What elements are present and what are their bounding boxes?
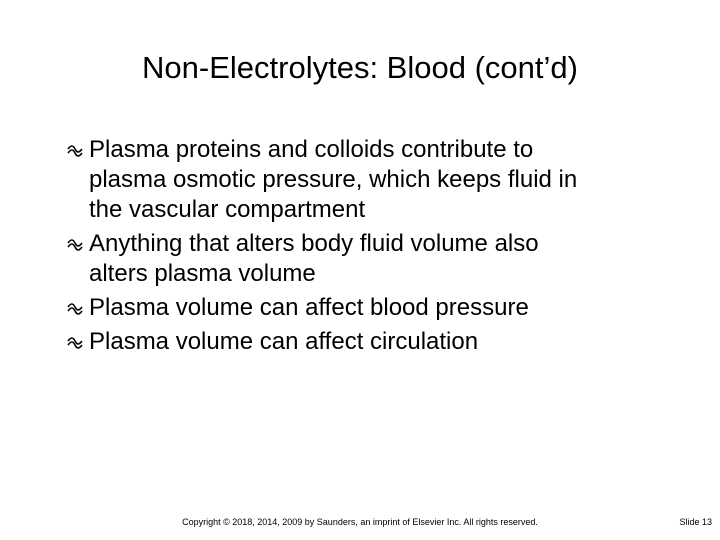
bullet-text-line: alters plasma volume (89, 260, 316, 287)
bullet-item (0, 327, 720, 357)
slide-title: Non-Electrolytes: Blood (cont’d) (142, 50, 578, 85)
bullet-text-line: Plasma volume can affect circulation (89, 328, 479, 355)
bullet-text-line: plasma osmotic pressure, which keeps fluid in (89, 166, 578, 193)
wavy-bullet-icon (66, 145, 84, 157)
wavy-bullet-icon (66, 337, 84, 349)
bullet-text-line: Plasma volume can affect blood pressure (89, 294, 529, 321)
bullet-list (0, 135, 720, 357)
bullet-item (0, 135, 720, 225)
bullet-text-line: Anything that alters body fluid volume also (89, 230, 539, 257)
bullet-item (0, 293, 720, 323)
wavy-bullet-icon (66, 303, 84, 315)
bullet-text-line: Plasma proteins and colloids contribute to (89, 136, 534, 163)
footer-copyright: Copyright © 2018, 2014, 2009 by Saunders, an imprint of Elsevier Inc. All rights reserved. (182, 517, 538, 527)
wavy-bullet-icon (66, 239, 84, 251)
slide-number: Slide 13 (679, 517, 712, 527)
bullet-text-line: the vascular compartment (89, 196, 366, 223)
bullet-item (0, 229, 720, 289)
